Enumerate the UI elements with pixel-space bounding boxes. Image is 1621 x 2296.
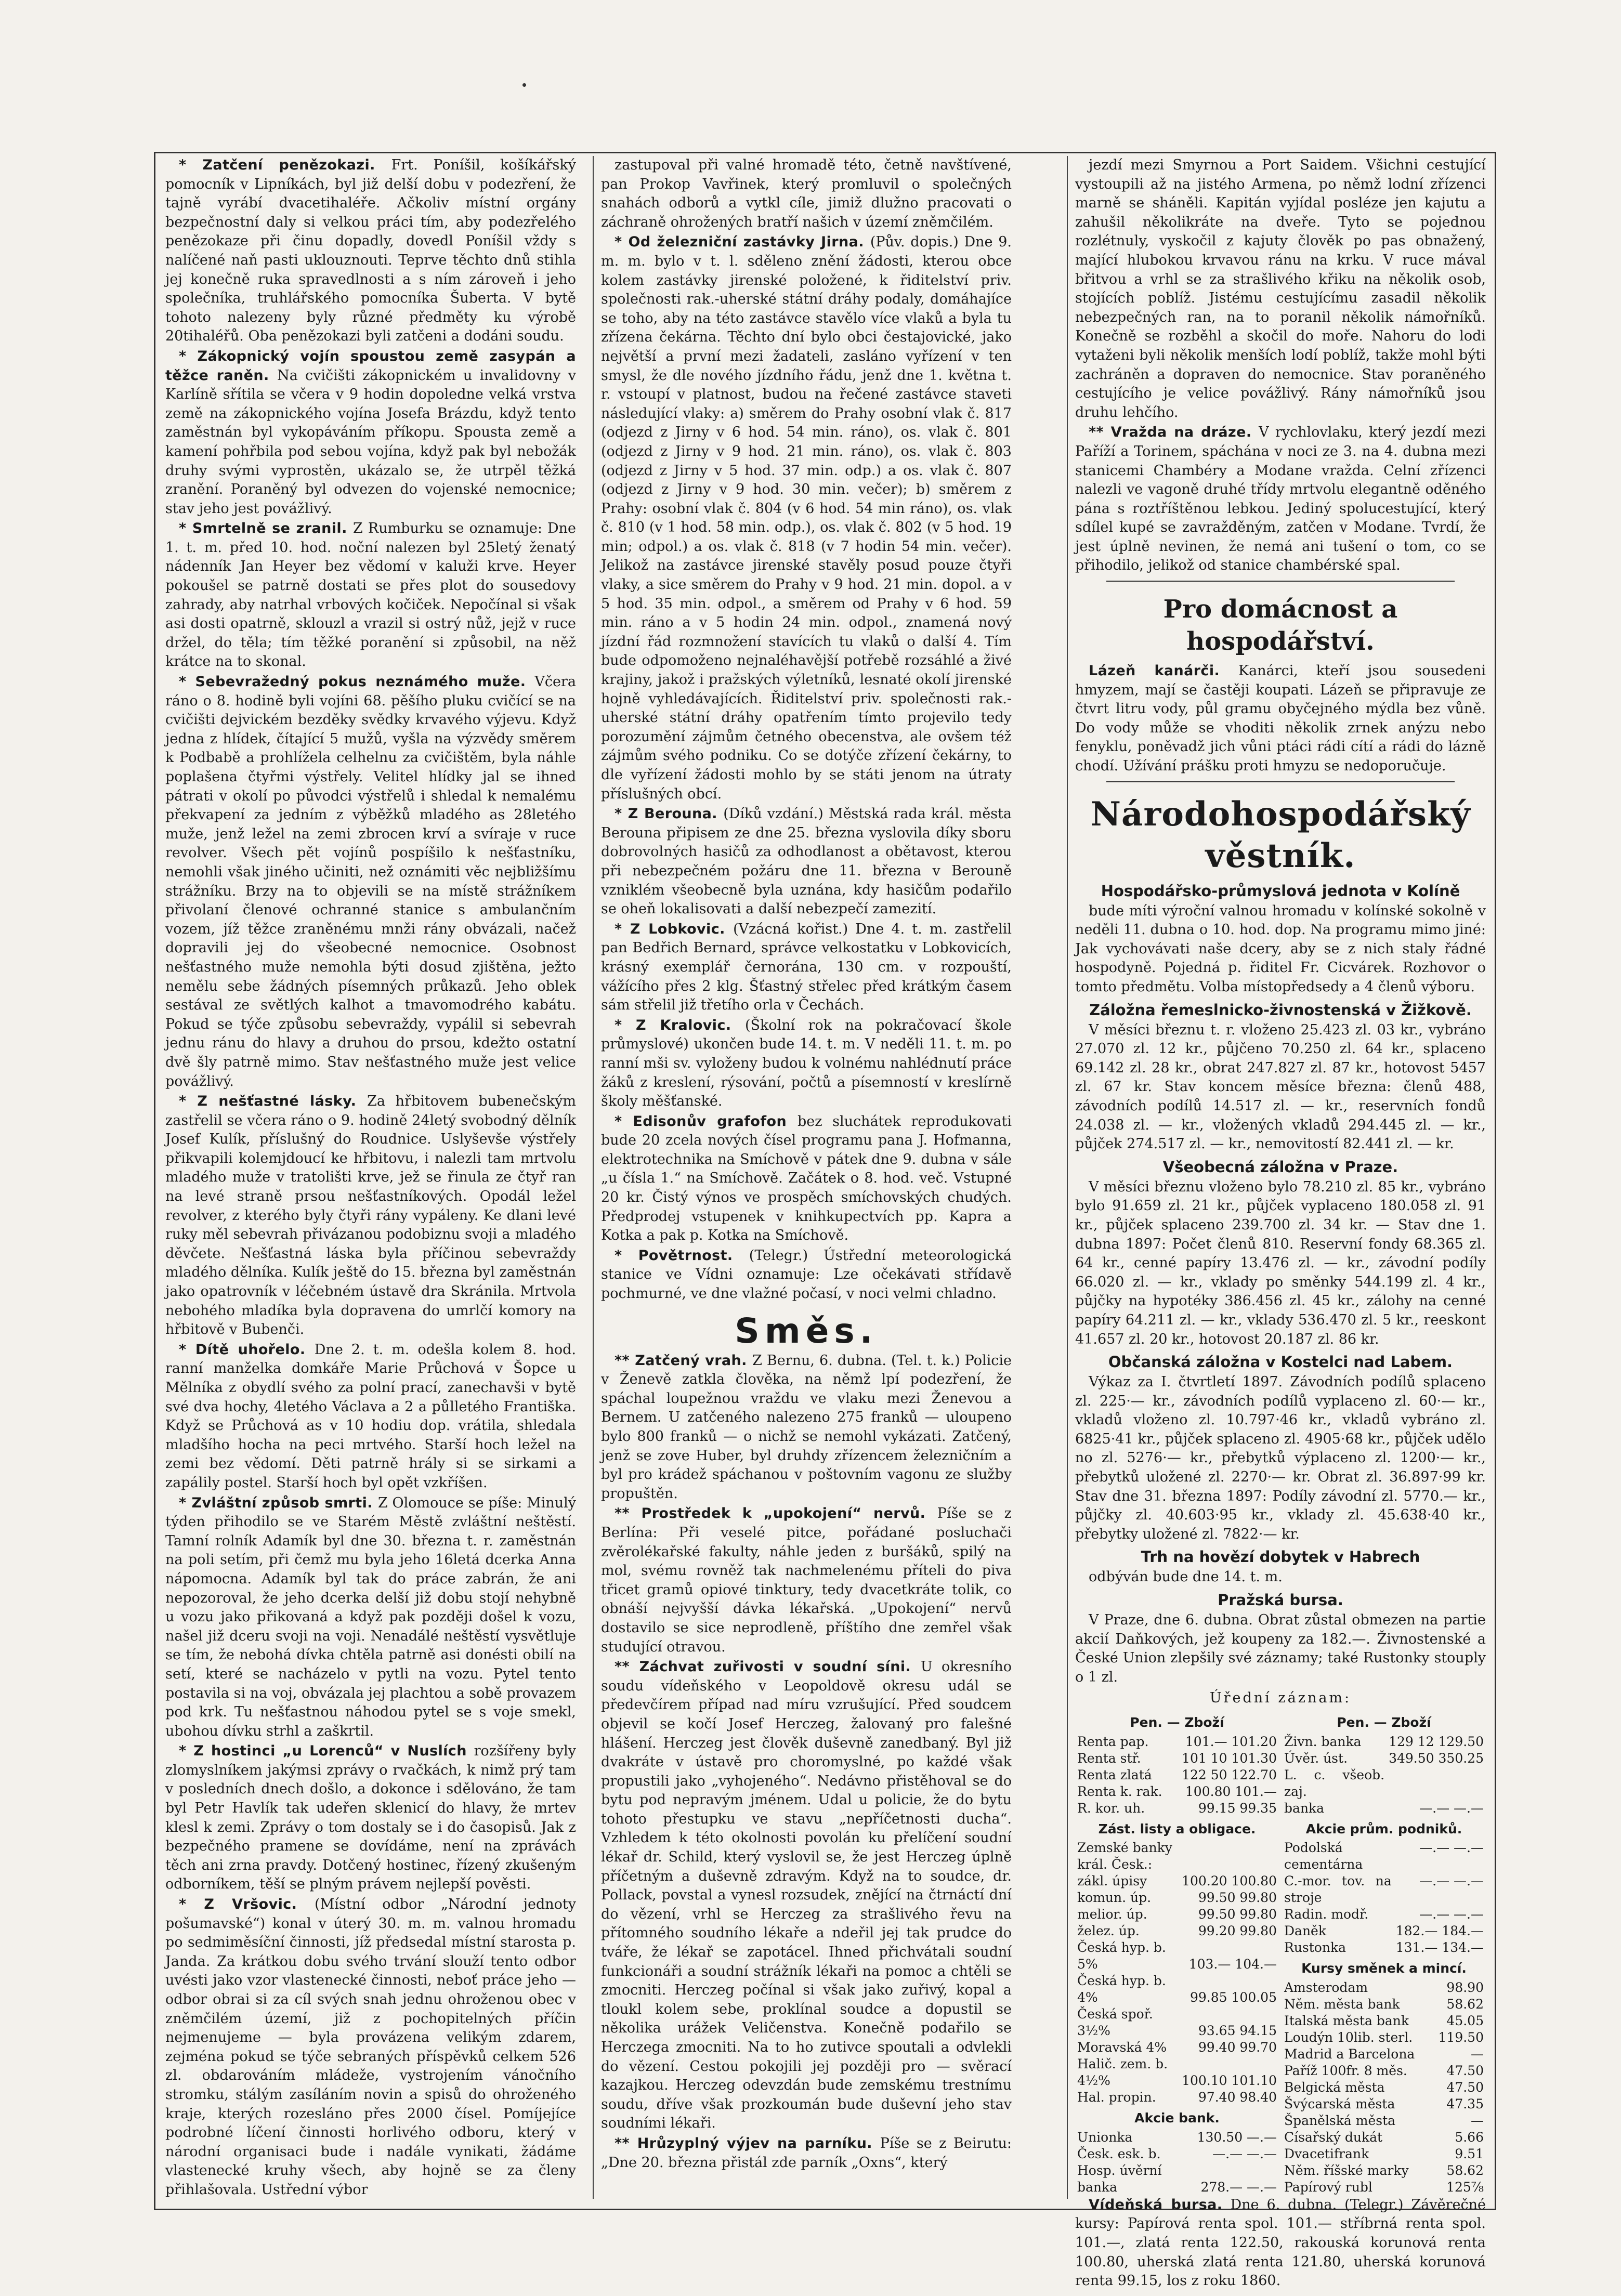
exchange-label: Česká hyp. b.	[1077, 1940, 1166, 1956]
exchange-label: zákl. úpisy	[1077, 1873, 1147, 1889]
exchange-row	[1075, 1906, 1279, 1923]
article-headline: * Smrtelně se zranil.	[179, 520, 354, 537]
domacnost-item	[1075, 662, 1486, 776]
exchange-value	[1177, 1856, 1279, 1873]
news-item	[1075, 156, 1486, 422]
exchange-value: 5.66	[1455, 2129, 1484, 2145]
article-headline: * Z Berouna.	[615, 806, 724, 822]
news-item	[601, 156, 1012, 232]
exchange-row	[1075, 1840, 1279, 1856]
ink-spot	[522, 83, 526, 87]
article-headline: ** Zatčený vrah.	[615, 1352, 753, 1369]
article-headline: * Od železniční zastávky Jirna.	[615, 234, 870, 251]
news-item	[165, 1895, 576, 2200]
exchange-row	[1282, 1873, 1486, 1906]
news-item	[601, 920, 1012, 1015]
exchange-value: 97.40 98.40	[1198, 2090, 1277, 2105]
exchange-label: Živn. banka	[1284, 1734, 1362, 1749]
exchange-label: melior. úp.	[1077, 1907, 1147, 1922]
article-text: (Telegr.) Ústřední meteorologická stanice ve Vídni oznamuje: Lze očekávati střídavě pochmurné, ve dne vlažné počasí, v noci velmi chladno.	[601, 1247, 1012, 1302]
exchange-label: Švýcarská města	[1284, 2096, 1395, 2111]
exchange-value: 101 10 101.30	[1182, 1750, 1277, 1766]
vestnik-item	[1075, 1373, 1486, 1544]
exchange-label: Amsterodam	[1284, 1979, 1368, 1995]
divider	[1106, 581, 1455, 582]
smes-item	[601, 1504, 1012, 1657]
exchange-value: 58.62	[1446, 2162, 1484, 2178]
exchange-row	[1075, 1750, 1279, 1767]
exchange-row	[1075, 2162, 1279, 2179]
exchange-rows	[1282, 1979, 1486, 2196]
exchange-row	[1282, 2162, 1486, 2179]
exchange-left	[1075, 1710, 1279, 2196]
vestnik-item	[1075, 1568, 1486, 1587]
news-item	[601, 233, 1012, 804]
exchange-row	[1282, 1996, 1486, 2013]
exchange-value: 129 12 129.50	[1389, 1734, 1484, 1749]
news-item	[165, 1494, 576, 1741]
exchange-label: Hal. propin.	[1077, 2090, 1156, 2105]
exchange-row	[1282, 1939, 1486, 1956]
exchange-label: Císařský dukát	[1284, 2129, 1383, 2145]
exchange-value: 47.35	[1446, 2096, 1484, 2111]
article-headline: * Zvláštní způsob smrti.	[179, 1494, 378, 1511]
exchange-row	[1282, 2029, 1486, 2046]
exchange-label: Renta zlatá	[1077, 1767, 1152, 1782]
news-item	[165, 1092, 576, 1340]
article-text: zastupoval při valné hromadě této, četně navštívené, pan Prokop Vavřinek, který promluvil o společných snahách odborů a vytkl cíle, jimiž dlužno pracovati o záchraně ohrožených bratří našich v území zněmčilém.	[601, 157, 1012, 230]
exchange-row	[1075, 1873, 1279, 1890]
exchange-row	[1282, 2146, 1486, 2162]
exchange-row	[1075, 1783, 1279, 1800]
exchange-row	[1075, 1800, 1279, 1817]
exchange-subheading: Akcie prům. podniků.	[1305, 1821, 1462, 1836]
exchange-row	[1282, 1906, 1486, 1923]
exchange-value: 100.80 101.—	[1185, 1783, 1277, 1799]
vestnik-subtitle: Trh na hovězí dobytek v Habrech	[1141, 1548, 1420, 1566]
exchange-value: 47.50	[1446, 2063, 1484, 2078]
column-rule	[1067, 156, 1068, 2199]
exchange-value: 349.50 350.25	[1389, 1750, 1484, 1766]
column-left	[165, 156, 576, 2199]
exchange-value: —.— —.—	[1419, 1907, 1484, 1922]
exchange-row	[1075, 1734, 1279, 1750]
exchange-label: Madrid a Barcelona	[1284, 2046, 1415, 2062]
exchange-label: 4½%	[1077, 2073, 1110, 2089]
exchange-label: L. c. všeob. zaj.	[1284, 1767, 1385, 1799]
exchange-label: banka	[1077, 2179, 1118, 2195]
article-text: Z Rumburku se oznamuje: Dne 1. t. m. před 10. hod. noční nalezen byl 25letý ženatý nádenník Jan Heyer bez vědomí v kaluži krve. Heyer pokoušel se patrně dostati se přes plot do sousedovy zahrady, aby natrhal vrbových kočiček. Nepočínal si však asi dosti opatrně, sklouzl a vrazil si ostrý nůž, jejž v ruce držel, do těla; tím těžké poranění si způsobil, na něž krátce na to skonal.	[165, 520, 577, 670]
article-headline: * Z hostinci „u Lorenců“ v Nuslích	[179, 1743, 474, 1760]
section-title-smes: Směs.	[735, 1310, 878, 1351]
exchange-value: 99.40 99.70	[1198, 2040, 1277, 2055]
news-item	[165, 347, 576, 518]
column-right	[1075, 156, 1486, 2289]
article-text: Za hřbitovem bubenečským zastřelil se včera ráno o 9. hodině 24letý svobodný dělník Josef Kulík, příslušný do Roudnice. Uslyševše výstřely přikvapili kolemjdoucí ke hřbitovu, i nalezli tam mrtvolu mladého muže v tratolišti krve, jež se řinula ze čtyř ran na levé straně prsou nešťastníkových. Opodál ležel revolver, z kterého byly čtyři rány vypáleny. Ke dlani levé ruky měl sebevrah přivázanou podobiznu svoji a mladého děvčete. Nešťastná láska byla příčinou sebevraždy mladého dělníka. Kulík ještě do 15. března byl zaměstnán jako opatrovník v léčebném ústavě dra Skránila. Mrtvola nebohého mladíka byla dopravena do umrlčí komory na hřbitově v Bubenči.	[165, 1093, 576, 1338]
news-item	[165, 1742, 576, 1894]
exchange-label: Renta k. rak.	[1077, 1783, 1162, 1799]
exchange-label: Papírový rubl	[1284, 2179, 1372, 2195]
article-text: Kanárci, kteří jsou sousedeni hmyzem, mají se častěji koupati. Lázeň se připravuje ze čtvrt litru vody, půl gramu obyčejného mýdla bez vůně. Do vody může se vhoditi několik zrnek anýzu nebo fenyklu, poněvadž jich vůni ptáci rádi cítí a rádi do lázně chodí. Užívání prášku proti hmyzu se nedoporučuje.	[1075, 663, 1486, 775]
exchange-value: 45.05	[1446, 2013, 1484, 2028]
exchange-value: 47.50	[1446, 2079, 1484, 2095]
exchange-value: —.— —.—	[1419, 1840, 1484, 1856]
news-item	[165, 1341, 576, 1493]
section-title-vestnik: Národohospodářský věstník.	[1090, 794, 1471, 875]
news-item	[165, 156, 576, 346]
article-text: bez sluchátek reprodukovati bude 20 zcela nových čísel programu pana J. Hofmanna, elektrotechnika na Smíchově v pátek dne 9. dubna v sále „u čísla 1.“ na Smíchově. Začátek o 8. hod. več. Vstupné 20 kr. Čistý výnos ve prospěch smíchovských chudých. Předprodej vstupenek v knihkupectvích pp. Kapra a Kotka a pak p. Kotka na Smíchově.	[601, 1113, 1012, 1244]
column-right-news	[1075, 156, 1486, 575]
article-headline: * Zákopnický vojín spoustou země zasypán a těžce raněn.	[165, 348, 576, 384]
exchange-label: R. kor. uh.	[1077, 1800, 1145, 1816]
exchange-value	[1177, 2006, 1279, 2023]
exchange-row	[1075, 1767, 1279, 1783]
exchange-label: Moravská 4%	[1077, 2040, 1167, 2055]
exchange-value: 99.85 100.05	[1190, 1990, 1277, 2005]
exchange-label: 3½%	[1077, 2023, 1110, 2039]
vestnik-items	[1075, 881, 1486, 1687]
exchange-subheading: Kursy směnek a mincí.	[1301, 1961, 1467, 1976]
exchange-value: 98.90	[1446, 1979, 1484, 1995]
article-text: Píše se z Beirutu: „Dne 20. března přistál zde parník „Oxns“, který	[601, 2135, 1012, 2171]
exchange-label: Belgická města	[1284, 2079, 1385, 2095]
vestnik-subtitle: Hospodářsko-průmyslová jednota v Kolíně	[1101, 882, 1460, 900]
exchange-row	[1075, 2089, 1279, 2106]
news-item	[601, 1016, 1012, 1111]
article-headline: Lázeň kanárči.	[1089, 663, 1238, 679]
exchange-right	[1282, 1710, 1486, 2196]
article-headline: ** Záchvat zuřivosti v soudní síni.	[615, 1659, 921, 1675]
exchange-value: 182.— 184.—	[1395, 1923, 1484, 1939]
exchange-value: 99.20 99.80	[1198, 1923, 1277, 1939]
article-headline: ** Vražda na dráze.	[1089, 424, 1259, 441]
article-text: Z Bernu, 6. dubna. (Tel. t. k.) Policie v Ženevě zatkla člověka, na němž lpí podezření, že spáchal loupežnou vraždu ve vlaku mezi Ženevou a Bernem. U zatčeného nalezeno 275 franků — uloupeno bylo 800 franků — o nichž se nemohl vykázati. Zatčený, jenž se zove Huber, byl druhdy zřízencem železničním a byl pro krádež spáchanou v poštovním vagonu ze služby propuštěn.	[601, 1352, 1012, 1502]
article-headline: * Sebevražedný pokus neznámého muže.	[179, 674, 535, 690]
article-text: Výkaz za I. čtvrtletí 1897. Závodních podílů splaceno zl. 225·— kr., závodních podílů vyplaceno zl. 60·— kr., vkladů vloženo zl. 10.797·46 kr., vkladů vybráno zl. 6825·41 kr., půjček splaceno zl. 4905·68 kr., půjček udělo no zl. 5276·— kr., přebytků výplaceno zl. 1200·— kr., přebytků uložené zl. 2270·— kr. Obrat zl. 36.897·99 kr. Stav dne 31. března 1897: Podíly závodní zl. 5770.— kr., půjčky zl. 40.603·95 kr., vklady zl. 45.638·40 kr., přebytky uložené zl. 7822·— kr.	[1075, 1374, 1486, 1542]
exchange-row	[1282, 1767, 1486, 1800]
exchange-label: Česká hyp. b.	[1077, 1973, 1166, 1989]
article-headline: * Z nešťastné lásky.	[179, 1093, 368, 1110]
exchange-value	[1177, 1939, 1279, 1956]
exchange-value: 100.10 101.10	[1182, 2073, 1277, 2089]
news-item	[165, 519, 576, 672]
exchange-label: Hosp. úvěrní	[1077, 2162, 1162, 2178]
exchange-value: —.— —.—	[1212, 2146, 1277, 2161]
exchange-label: Loudýn 10lib. sterl.	[1284, 2029, 1413, 2045]
exchange-row	[1075, 1939, 1279, 1956]
vienna-bursa	[1075, 2196, 1486, 2291]
article-text: (Školní rok na pokračovací škole průmyslové) ukončen bude 14. t. m. V neděli 11. t. m. po ranní mši sv. vyloženy budou k volnému nahlédnutí práce žáků z kreslení, rýsování, počtů a písemností v kreslírně školy měšťanské.	[601, 1017, 1012, 1110]
exchange-row	[1282, 2063, 1486, 2079]
exchange-value: 103.— 104.—	[1188, 1957, 1277, 1972]
article-text: V rychlovlaku, který jezdí mezi Paříží a Torinem, spáchána v noci ze 3. na 4. dubna mezi stanicemi Chambéry a Modane vražda. Celní zřízenci nalezli ve vagoně druhé třídy mrtvolu elegantně oděného pána s roztříštěnou lebkou. Jediný spolucestující, který sdílel kupé se zavražděným, zatčen v Modane. Tvrdí, že jest úplně nevinen, že nemá ani tušení o tom, co se přihodilo, jelikož od stanice chambérské spal.	[1075, 424, 1486, 574]
news-item	[601, 1247, 1012, 1304]
news-item	[165, 673, 576, 1091]
exchange-value: 58.62	[1446, 1996, 1484, 2012]
article-headline: * Zatčení penězokazi.	[179, 157, 391, 173]
exchange-label: Unionka	[1077, 2129, 1133, 2145]
article-text: Frt. Poníšil, košíkářský pomocník v Lipníkách, byl již delší dobu v podezření, že tajně vyrábí dvacetihaléře. Ačkoliv místní orgány bezpečnostní daly si velkou práci tím, aby podezřelého penězokaze při činu dopadly, dovedl Poníšil vždy s nalíčené naň pasti uklouznouti. Teprve těchto dnů stihla jej konečně ruka spravedlnosti a s ním zároveň i jeho společníka, truhlářského pomocníka Šuberta. V bytě tohoto nalezeny byly různé předměty ku výrobě 20tihaléřů. Oba penězokazi byli zatčeni a dodáni soudu.	[165, 157, 576, 345]
exchange-value: 125⅞	[1446, 2179, 1484, 2195]
exchange-row	[1075, 1923, 1279, 1939]
exchange-value: —	[1471, 2113, 1484, 2128]
exchange-value	[1387, 1767, 1486, 1800]
article-text: Na cvičišti zákopnickém u invalidovny v Karlíně sřítila se včera v 9 hodin dopoledne velká vrstva země na zákopnického vojína Josefa Brázdu, když tento zaměstnán byl vykopáváním příkopu. Spousta země a kamení pohřbila pod sebou vojína, když pak byl nebožák druhy svými vyprostěn, ukázalo se, že utrpěl těžká zranění. Poraněný byl odvezen do vojenské nemocnice; stav jeho jest povážlivý.	[165, 367, 576, 517]
column-rule	[593, 156, 594, 2199]
article-text: V měsíci březnu vloženo bylo 78.210 zl. 85 kr., vybráno bylo 91.659 zl. 21 kr., půjček vyplaceno 180.058 zl. 91 kr., půjček splaceno 239.700 zl. 34 kr. — Stav dne 1. dubna 1897: Počet členů 810. Reservní fondy 68.365 zl. 64 kr., cenné papíry 13.476 zl. — kr., závodní podíly 66.020 zl. — kr., vklady po směnky 544.199 zl. 4 kr., půjčky na hypotéky 386.456 zl. 45 kr., zálohy na cenné papíry 64.211 zl. — kr., vklady 536.470 zl. 5 kr., reeskont 41.657 zl. 20 kr., hotovost 20.187 zl. 86 kr.	[1075, 1178, 1486, 1347]
vestnik-item	[1075, 902, 1486, 997]
exchange-label: král. Česk.:	[1077, 1857, 1153, 1872]
article-headline: * Edisonův grafofon	[615, 1113, 798, 1130]
exchange-row	[1075, 2039, 1279, 2056]
article-headline: * Dítě uhořelo.	[179, 1341, 315, 1358]
article-text: odbýván bude dne 14. t. m.	[1089, 1569, 1283, 1585]
exchange-rows	[1282, 1840, 1486, 1956]
news-item	[601, 805, 1012, 919]
exchange-row	[1075, 2129, 1279, 2146]
exchange-label: banka	[1284, 1800, 1325, 1816]
exchange-row	[1282, 2129, 1486, 2146]
exchange-label: C.-mor. tov. na stroje	[1284, 1873, 1392, 1906]
exchange-value: 122 50 122.70	[1182, 1767, 1277, 1782]
exchange-label: Renta stř.	[1077, 1750, 1141, 1766]
article-headline: * Povětrnost.	[615, 1247, 749, 1264]
exchange-value	[1180, 2162, 1279, 2179]
exchange-row	[1282, 1840, 1486, 1873]
article-text: (Díků vzdání.) Městská rada král. města Berouna připisem ze dne 25. března vyslovila díky sboru dobrovolných hasičů za odhodlanost a obětavost, kterou při nebezpečném požáru dne 11. března v Berouně vzniklém všeobecně byla uznána, kdy hasičům podařilo se oheň lokalisovati a další nebezpečí zamezití.	[601, 806, 1012, 917]
exchange-row	[1075, 2179, 1279, 2196]
article-text: Píše se z Berlína: Při veselé pitce, pořádané posluchači zvěrolékařské fakulty, náhle jeden z buršáků, spilý na mol, svému rovněž tak nachmelenému příteli do piva třicet gramů opiové tinktury, tedy dvacetkráte tolik, co obnáší nejvyšší dávka lékařská. „Upokojení“ nervů dostavilo se sice neprodleně, příštího dne zemřel však studující otravou.	[601, 1505, 1012, 1655]
vestnik-subtitle: Všeobecná záložna v Praze.	[1162, 1158, 1398, 1176]
exchange-rows	[1282, 1734, 1486, 1817]
exchange-label: želez. úp.	[1077, 1923, 1140, 1939]
article-headline: * Z Lobkovic.	[615, 921, 734, 937]
exchange-label: Podolská cementárna	[1284, 1840, 1363, 1872]
exchange-label: Daněk	[1284, 1923, 1326, 1939]
exchange-label: 5%	[1077, 1957, 1098, 1972]
exchange-subheading: Pen. — Zboží	[1130, 1715, 1224, 1730]
article-text: Včera ráno o 8. hodině byli vojíni 68. pěšího pluku cvičící se na cvičišti dejvickém bezděky svědky krvavého výjevu. Když jedna z hlídek, čítající 5 mužů, vyšla na výzvědy směrem k Podbabě a prohlížela celhelnu za cvičištěm, byla náhle poplašena čtyřmi výstřely. Velitel hlídky jal se ihned pátrati v okolí po původci výstřelů i shledal k nemalému překvapení za jedním z výběžků mladého as 28letého muže, jenž ležel na zemi zbrocen krví a svíraje v ruce revolver. Všech pět vojínů pospíšilo k nešťastníku, nemohli však jiného učiniti, než oznámiti věc nejbližšímu strážníku. Brzy na to objevili se na místě strážníkem přivolaní členové ochranné stanice s ambulančním vozem, jíž těžce zraněnému mnži rány obvázali, načež dopravili jej do všeobecné nemocnice. Osobnost nešťastného muže nemohla býti dosud zjištěna, ježto nemělu sebe žádných písemných průkazů. Jeho oblek sestával ze světlých kalhot a tmavomodrého kabátu. Pokud se týče způsobu sebevraždy, vypálil si sebevrah jednu ránu do hlavy a druhou do prsou, kdežto ostatní dvě šly patrně mimo. Stav nešťastného muže jest velice povážlivý.	[165, 674, 576, 1090]
exchange-row	[1282, 2013, 1486, 2029]
section-title-domacnost: Pro domácnost a hospodářství.	[1163, 595, 1398, 657]
exchange-row	[1075, 1856, 1279, 1873]
exchange-row	[1282, 2046, 1486, 2063]
exchange-value	[1177, 1840, 1279, 1856]
exchange-row	[1282, 2096, 1486, 2113]
exchange-row	[1075, 1973, 1279, 1989]
vestnik-item	[1075, 1611, 1486, 1687]
exchange-heading: Úřední záznam:	[1209, 1690, 1352, 1707]
article-text: (Vzácná kořist.) Dne 4. t. m. zastřelil pan Bedřich Bernard, správce velkostatku v Lobkovicích, krásný exemplář černorána, 130 cm. v rozpouští, vážícího přes 2 klg. Šťastný střelec před krátkým časem sám střelil již třetího orla v Čechách.	[601, 921, 1012, 1014]
smes-item	[601, 1352, 1012, 1504]
vestnik-item	[1075, 1178, 1486, 1349]
exchange-subheading: Akcie bank.	[1134, 2110, 1220, 2126]
exchange-label: Španělská města	[1284, 2113, 1396, 2128]
vienna-bursa-text: Dne 6. dubna. (Telegr.) Závěrečné kursy: Papírová renta spol. 101.— stříbrná renta spol. 101.—, zlatá renta 122.50, rakouská korunová renta 100.80, uherská zlatá renta 121.80, uherská korunová renta 99.15, los z roku 1860.	[1075, 2196, 1486, 2289]
exchange-label: Renta pap.	[1077, 1734, 1149, 1749]
exchange-label: komun. úp.	[1077, 1890, 1152, 1906]
article-headline: ** Hrůzyplný výjev na parníku.	[615, 2135, 880, 2151]
vestnik-item	[1075, 1021, 1486, 1154]
article-headline: ** Prostředek k „upokojení“ nervů.	[615, 1505, 937, 1522]
exchange-row	[1075, 1989, 1279, 2006]
exchange-label: Něm. říšské marky	[1284, 2162, 1409, 2178]
column-middle	[601, 156, 1012, 2199]
article-text: Dne 2. t. m. odešla kolem 8. hod. ranní manželka domkáře Marie Průchová v Šopce u Mělníka z obydlí svého za polní prací, zanechavši v bytě své dva hochy, 4letého Václava a 2 a půlletého Františka. Když se Průchová as v 10 hodiu dop. vrátila, shledala mladšího hocha na peci mrtvého. Starší hoch ležel na zemi bez vědomí. Děti patrně hrály si se sirkami a zapálily postel. Starší hoch byl opět vzkříšen.	[165, 1341, 576, 1491]
exchange-label: Halič. zem. b.	[1077, 2056, 1168, 2072]
exchange-label: Česk. esk. b.	[1077, 2146, 1161, 2161]
exchange-row	[1075, 2072, 1279, 2089]
exchange-value: 99.50 99.80	[1198, 1907, 1277, 1922]
exchange-label: Rustonka	[1284, 1940, 1347, 1956]
article-text: bude míti výroční valnou hromadu v kolínské sokolně v neděli 11. dubna o 10. hod. dop. Na programu mimo jiné: Jak vychovávati naše dcery, aby se z nich staly řádné hospodyně. Pojedná p. řiditel Fr. Cicvárek. Rozhovor o tomto předmětu. Volba místopředsedy a 4 členů výboru.	[1075, 902, 1486, 995]
exchange-subheading: Zást. listy a obligace.	[1098, 1821, 1256, 1836]
exchange-row	[1282, 1750, 1486, 1767]
column-middle-smes	[601, 1352, 1012, 2173]
exchange-label: Něm. města bank	[1284, 1996, 1400, 2012]
article-text: U okresního soudu vídeňského v Leopoldově okresu udál se předevčírem případ nad míru vzrušující. Před soudcem objevil se kočí Josef Herczeg, žalovaný pro falešné hlášení. Herczeg jest člověk duševně zanedbaný. Byl již dvakráte v ústavě pro choromyslné, po každé však propustili jako „vyhojeného“. Nedávno přistěhoval se do bytu pod nepravým jménem. Udal u policie, že do bytu tohoto přestupku ve stavu „nepříčetnosti ducha“. Vzhledem k této okolnosti povolán ku přelíčení soudní lékař dr. Schild, který vyslovil se, že jest Herczeg úplně příčetným a duševně zdravým. Když na to soudce, dr. Pollack, povstal a vynesl rozsudek, znějící na čtrnáctí dní do vězení, vrhl se Herczeg za strašlivého řevu na přítomného soudního lékaře a ndeřil jej tak prudce do tváře, že lékař se zapotácel. Ihned přichvátali soudní funkcionáři a soudní strážník lékaři na pomoc a chtěli se zmocniti. Herczeg počínal si však jako zuřivý, kopal a tloukl kolem sebe, proklínal soudce a dopustil se několika urážek Veličenstva. Konečně podařilo se Herczega zmocniti. Na to ho zutivce spoutali a odvlekli do vězení. Cestou pokojili jej později pro — svěrací kazajkou. Herczeg odevzdán bude zemskému trestnímu soudu, dříve však prozkoumán bude duševní jeho stav soudními lékaři.	[601, 1659, 1012, 2132]
article-text: (Místní odbor „Národní jednoty pošumavské“) konal v úterý 30. m. m. valnou hromadu po sedmiměsíční činnosti, jíž předsedal místní starosta p. Janda. Za krátkou dobu svého trvání slouží tento odbor uvésti jako vzor vlastenecké činnosti, neboť práce jeho — odbor obrai si za cíl svých snah jednu ohroženou obec v zněmčilém území, již z pochopitelných příčin nejmenujeme — byla provázena velikým zdarem, zejména pokud se týče sebraných příspěvků celkem 526 zl. obdarováním mládeže, vystrojením vánočního stromku, stálým zasíláním novin a spisů do ohroženého kraje, kterých rozesláno přes 2000 čísel. Pomíjejíce podrobné líčení činnosti horlivého odboru, který v národní organisaci bude i nadále vynikati, žádáme vlastenecké kruhy všech, aby hojně se za členy přihlašovala. Ustřední výbor	[165, 1896, 577, 2198]
column-middle-news	[601, 156, 1012, 1304]
exchange-rows	[1075, 2129, 1279, 2196]
exchange-value: 93.65 94.15	[1198, 2023, 1277, 2039]
exchange-value: 100.20 100.80	[1182, 1873, 1277, 1889]
exchange-row	[1282, 2079, 1486, 2096]
exchange-table	[1075, 1710, 1486, 2196]
exchange-row	[1282, 2113, 1486, 2129]
exchange-row	[1282, 1979, 1486, 1996]
smes-item	[601, 2134, 1012, 2172]
exchange-label: Úvěr. úst.	[1284, 1750, 1348, 1766]
exchange-label: Dvacetifrank	[1284, 2146, 1369, 2161]
article-headline: * Z Kralovic.	[615, 1017, 746, 1033]
vestnik-subtitle: Pražská bursa.	[1218, 1591, 1343, 1609]
exchange-row	[1075, 1956, 1279, 1973]
vienna-bursa-head: Vídeňská bursa.	[1089, 2196, 1223, 2213]
exchange-label: Paříž 100fr. 8 měs.	[1284, 2063, 1407, 2078]
exchange-label: Radin. modř.	[1284, 1907, 1369, 1922]
exchange-row	[1075, 2006, 1279, 2023]
exchange-subheading: Pen. — Zboží	[1337, 1715, 1431, 1730]
exchange-value: —.— —.—	[1419, 1800, 1484, 1816]
exchange-value: 119.50	[1438, 2029, 1484, 2045]
exchange-rows	[1075, 1840, 1279, 2106]
exchange-row	[1282, 1734, 1486, 1750]
exchange-label: Česká spoř.	[1077, 2006, 1153, 2022]
exchange-row	[1282, 1800, 1486, 1817]
exchange-label: 4%	[1077, 1990, 1098, 2005]
article-text: V měsíci březnu t. r. vloženo 25.423 zl. 03 kr., vybráno 27.070 zl. 12 kr., půjčeno 70.250 zl. 64 kr., splaceno 69.142 zl. 28 kr., obrat 247.827 zl. 87 kr., hotovost 5457 zl. 67 kr. Stav koncem měsíce března: členů 488, závodních podílů 14.517 zl. — kr., reservních fondů 24.038 zl. — kr., vložených vkladů 294.445 zl. — kr., půjček 274.517 zl. — kr., nemovitostí 82.441 zl. — kr.	[1075, 1021, 1486, 1152]
divider	[1106, 781, 1455, 782]
article-text: (Pův. dopis.) Dne 9. m. m. bylo v t. l. sděleno znění žádosti, kterou obce kolem zastávky jirenské položené, k řiditelství priv. společnosti rak.-uherské státní dráhy podaly, domáhajíce se toho, aby na této zastávce stavělo více vlaků a byla tu zřízena čekárna. Těchto dní bylo obci čestajovické, jako největší a první mezi žadateli, zasláno vyřízení v ten smysl, že dle nového jízdního řádu, jenž dne 1. května t. r. vstoupí v platnost, budou na řečené zastávce staveti následující vlaky: a) směrem do Prahy osobní vlak č. 817 (odjezd z Jirny v 6 hod. 54 min. ráno), os. vlak č. 801 (odjezd z Jirny v 9 hod. 21 min. ráno), os. vlak č. 803 (odjezd z Jirny v 5 hod. 37 min. odp.) a os. vlak č. 807 (odjezd z Jirny v 9 hod. 30 min. večer); b) směrem z Prahy: osobní vlak č. 804 (v 6 hod. 54 min ráno), os. vlak č. 810 (v 1 hod. 58 min. odp.), os. vlak č. 802 (v 5 hod. 19 min; odpol.) a os. vlak č. 818 (v 7 hodin 54 min. večer). Jelikož na zastávce jirenské stavěly posud pouze čtyři vlaky, a sice směrem do Prahy v 9 hod. 21 min. dopol. a v 5 hod. 35 min. odpol., a směrem od Prahy v 6 hod. 59 min. ráno a v 5 hodin 24 min. odpol., znamená nový jízdní řád rozmnožení stavících tu vlaků o další 4. Tím bude odpomoženo nejnaléhavější potřebě rozsáhlé a živé krajiny, jakož i pražských výletníků, lesnaté okolí jirenské hojně vyhledávajících. Řiditelství priv. společnosti rak.-uherské státní dráhy opatřením tímto projevilo tedy porozumění zájmům četného obecenstva, ale ovšem též zájmům svého podniku. Co se dotýče zřízení čekárny, to dle vyřízení žádosti mohlo by se státi jenom na útraty příslušných obcí.	[601, 234, 1012, 802]
exchange-value: 278.— —.—	[1200, 2179, 1277, 2195]
exchange-row	[1075, 2023, 1279, 2039]
exchange-value: —.— —.—	[1419, 1873, 1484, 1889]
exchange-row	[1075, 1890, 1279, 1906]
domacnost-items	[1075, 662, 1486, 776]
exchange-value: 131.— 134.—	[1395, 1940, 1484, 1956]
smes-item	[601, 1658, 1012, 2133]
article-text: rozšířeny byly zlomyslníkem jakýmsi zprávy o rvačkách, k nimž prý tam v posledních dnech došlo, a dokonce i sdělováno, že tam byl Petr Havlík tak udeřen sklenicí do hlavy, že mrtev klesl k zemi. Zprávy o tom dostaly se i do časopisů. Jak z bezpečného pramene se dovídáme, není na zprávách těch ani zrna pravdy. Dotčený hostinec, řízený zkušeným odborníkem, těší se plným právem nejlepší pověsti.	[165, 1743, 577, 1893]
exchange-value: 130.50 —.—	[1197, 2129, 1277, 2145]
article-headline: * Z Vršovic.	[179, 1896, 315, 1913]
article-text: Z Olomouce se píše: Minulý týden přihodilo se ve Starém Městě zvláštní neštěstí. Tamní rolník Adamík byl dne 30. března t. r. zaměstnán na poli setím, při čemž mu byla jeho 16letá dcerka Anna nápomocna. Adamík byl tak do práce zabrán, že ani nepozoroval, že jeho dcerka delší již dobu stojí nehybně u vozu jako přikovaná a když pak později došel k vozu, našel již dceru svoji na voji. Nenadálé neštěstí vysvětluje se tím, že nebohá dívka chtěla patrně asi donésti obilí na setí, které se nacházelo v pytli na vozu. Pytel tento postavila si na voj, obvázala jej plachtou a sobě provazem pod krk. Tu nešťastnou náhodou pytel se s voje smekl, ubohou dívku strhl a zaškrtil.	[165, 1494, 576, 1739]
exchange-row	[1282, 2179, 1486, 2196]
exchange-row	[1282, 1923, 1486, 1939]
exchange-value: 9.51	[1455, 2146, 1484, 2161]
exchange-value	[1177, 2056, 1279, 2072]
exchange-value: 101.— 101.20	[1185, 1734, 1277, 1749]
exchange-row	[1075, 2146, 1279, 2162]
article-text: V Praze, dne 6. dubna. Obrat zůstal obmezen na partie akcií Daňkových, jež koupeny za 182.—. Živnostenské a České Union zlepšily své záznamy; také Rustonky stouply o 1 zl.	[1075, 1612, 1486, 1685]
article-text: jezdí mezi Smyrnou a Port Saidem. Všichni cestující vystoupili až na jistého Armena, po němž lodní zřízenci marně se sháněli. Kapitán vyjídal posléze jen kajutu a zahušil několikráte na dveře. Tyto se pojednou rozlétnuly, vyskočil z kajuty člověk po pas obnažený, mající hlubokou krvavou ránu na krku. V ruce mával břitvou a vrhl se za strašlivého křiku na několik osob, stojících poblíž. Jistému cestujícímu zasadil několik nebezpečných ran, na to poranil několik námořníků. Konečně se rozběhl a skočil do moře. Nahoru do lodi vytaženi byli několik menších lodí poblíž, takže mohl býti zachráněn a dopraven do nemocnice. Stav poraněného cestujícího je velice povážlivý. Rány námořníků jsou druhu lehčího.	[1075, 157, 1486, 421]
vestnik-subtitle: Záložna řemeslnicko-živnostenská v Žižkově.	[1089, 1001, 1472, 1019]
news-item	[1075, 423, 1486, 575]
exchange-value: 99.50 99.80	[1198, 1890, 1277, 1906]
exchange-value	[1177, 1973, 1279, 1989]
exchange-label: Italská města bank	[1284, 2013, 1409, 2028]
news-item	[601, 1112, 1012, 1245]
vestnik-subtitle: Občanská záložna v Kostelci nad Labem.	[1108, 1353, 1453, 1371]
exchange-row	[1075, 2056, 1279, 2072]
exchange-label: Zemské banky	[1077, 1840, 1172, 1856]
exchange-value: 99.15 99.35	[1198, 1800, 1277, 1816]
exchange-rows	[1075, 1734, 1279, 1817]
exchange-value: —	[1471, 2046, 1484, 2062]
